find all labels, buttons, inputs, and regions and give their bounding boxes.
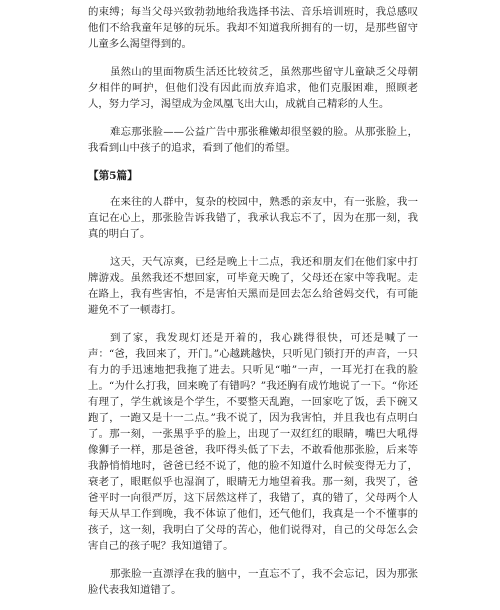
- section-heading: 【第5篇】: [88, 170, 138, 182]
- paragraph-4: 在来往的人群中，复杂的校园中，熟悉的亲友中，有一张脸，我一直记在心上，那张脸告诉我错了，我承认我忘不了，因为在那一刻，我真的明白了。: [88, 196, 418, 240]
- paragraph-1: 的束缚；每当父母兴致勃勃地给我选择书法、音乐培训班时，我总感叹他们不给我童年足够的玩乐。我却不知道我所拥有的一切，是那些留守儿童多么渴望得到的。: [88, 6, 418, 50]
- paragraph-2: 虽然山的里面物质生活还比较贫乏，虽然那些留守儿童缺乏父母朝夕相伴的呵护，但他们没有因此而放弃追求，他们克服困难，照顾老人，努力学习，渴望成为金凤凰飞出大山，成就自己精彩的人生。: [88, 66, 418, 110]
- paragraph-6: 到了家，我发现灯还是开着的，我心跳得很快，可还是喊了一声：“爸，我回来了，开门。”心越跳越快，只听见门锁打开的声音，一只有力的手迅速地把我拖了进去。只听见“啪”一声，一耳光打在我的脸上。“为什么打我，回来晚了有错吗？”我还胸有成竹地说了一下。“你还有理了，学生就该是个学生，不要整天乱跑，一回家吃了饭，丢下碗又跑了，一跑又是十一二点。”我不说了，因为我害怕，并且我也有点明白了。那一刻，一张黑乎乎的脸上，出现了一双红红的眼睛，嘴巴大吼得像狮子一样，那是爸爸，我吓得头低了下去，不敢看他那张脸，后来等我静悄悄地时，爸爸已经不说了，他的脸不知道什么时候变得无力了，衰老了，眼眶似乎也湿润了，眼睛无力地望着我。那一刻，我哭了，爸爸平时一向很严厉，这下居然这样了，我错了，真的错了，父母两个人每天从早工作到晚，我不体谅了他们，还气他们，我真是一个不懂事的孩子，这一刻，我明白了父母的苦心，他们说得对，自己的父母怎么会害自己的孩子呢？我知道错了。: [88, 332, 418, 552]
- article-body: [88, 4, 418, 610]
- paragraph-5: 这天，天气凉爽，已经是晚上十二点，我还和朋友们在他们家中打牌游戏。虽然我还不想回家，可毕竟天晚了，父母还在家中等我呢。走在路上，我有些害怕，不是害怕天黑而是回去怎么给爸妈交代，有可能避免不了一顿毒打。: [88, 256, 418, 316]
- paragraph-3: 难忘那张脸——公益广告中那张稚嫩却很坚毅的脸。从那张脸上，我看到山中孩子的追求，看到了他们的希望。: [88, 126, 418, 154]
- paragraph-7: 那张脸一直漂浮在我的脑中，一直忘不了，我不会忘记，因为那张脸代表我知道错了。: [88, 568, 418, 596]
